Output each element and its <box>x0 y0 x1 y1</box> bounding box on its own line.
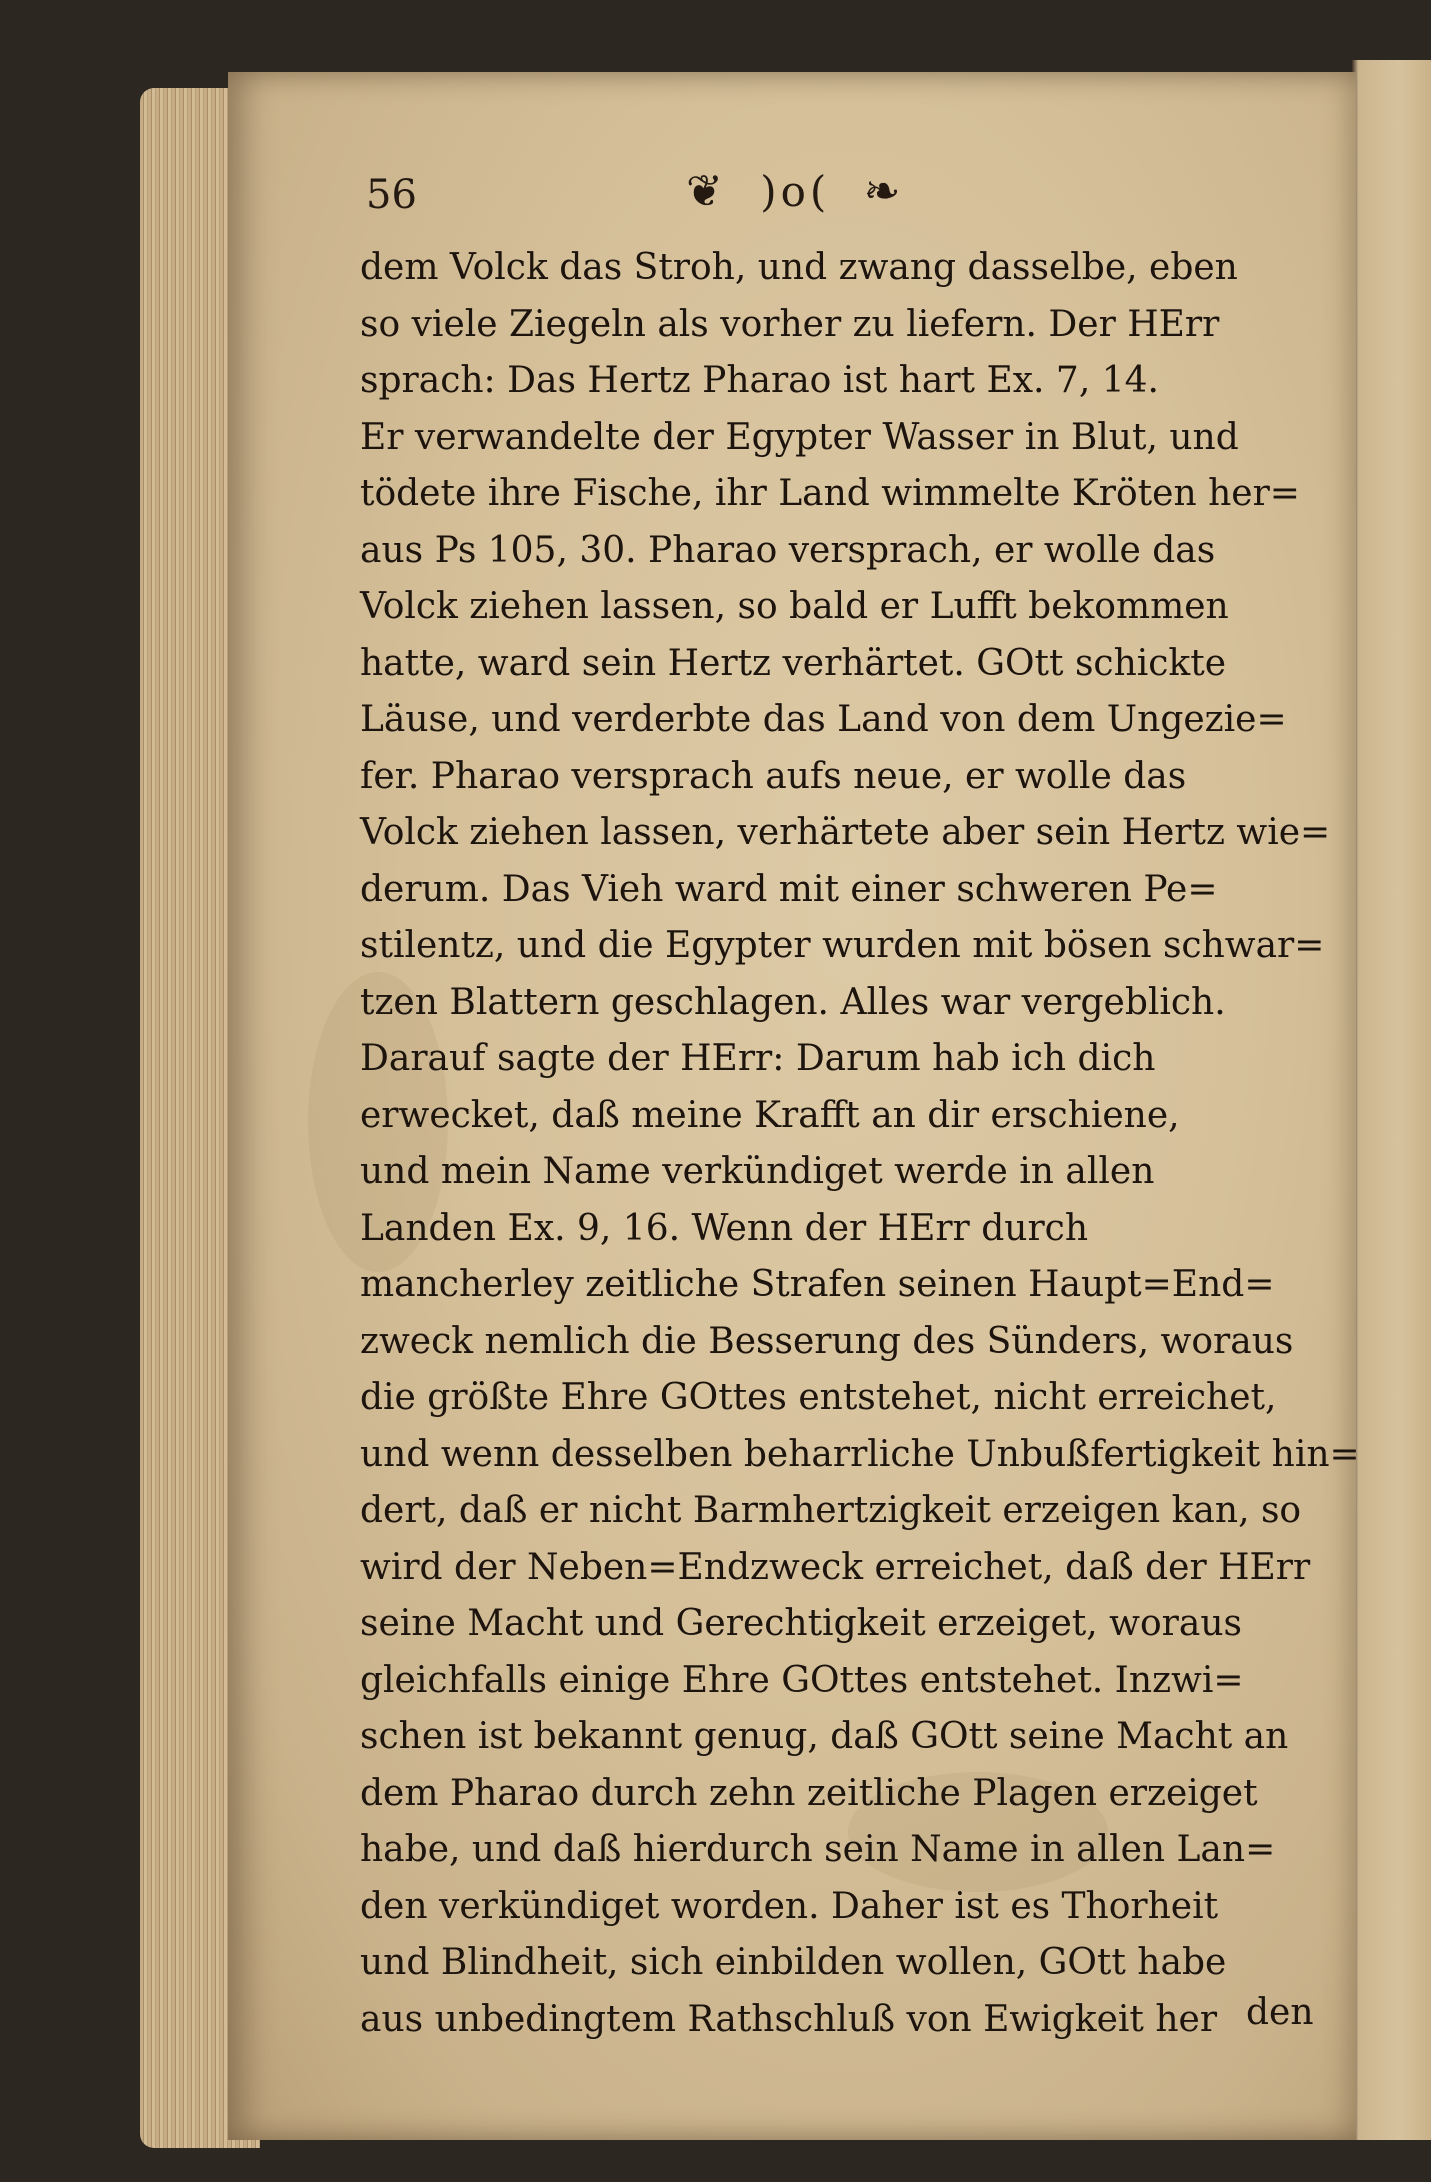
text-line: aus Ps 105, 30. Pharao versprach, er wolle das <box>360 529 1216 571</box>
text-line: dem Pharao durch zehn zeitliche Plagen erzeiget <box>360 1772 1258 1814</box>
text-line: Darauf sagte der HErr: Darum hab ich dich <box>360 1038 1156 1079</box>
header-ornament <box>686 166 905 217</box>
text-line: gleichfalls einige Ehre GOttes entstehet. Inzwi= <box>360 1659 1244 1701</box>
text-line: schen ist bekannt genug, daß GOtt seine Macht an <box>360 1716 1289 1757</box>
text-line: und Blindheit, sich einbilden wollen, GOtt habe <box>360 1942 1227 1983</box>
text-line: Volck ziehen lassen, so bald er Lufft bekommen <box>360 586 1229 627</box>
text-line: stilentz, und die Egypter wurden mit bösen schwar= <box>360 925 1325 966</box>
text-line: und wenn desselben beharrliche Unbußfertigkeit hin= <box>360 1433 1360 1475</box>
text-line: die größte Ehre GOttes entstehet, nicht erreichet, <box>360 1377 1277 1418</box>
text-line: dem Volck das Stroh, und zwang dasselbe, eben <box>360 247 1238 288</box>
ornament-left-icon: ❦ <box>686 166 727 217</box>
text-line: Volck ziehen lassen, verhärtete aber sein Hertz wie= <box>360 812 1331 853</box>
page-number: 56 <box>366 172 417 218</box>
text-line: seine Macht und Gerechtigkeit erzeiget, woraus <box>360 1603 1242 1644</box>
text-line: wird der Neben=Endzweck erreichet, daß der HErr <box>360 1546 1311 1588</box>
next-page-edge <box>1352 60 1431 2140</box>
text-line: aus unbedingtem Rathschluß von Ewigkeit her <box>360 1998 1218 2040</box>
text-line: den verkündiget worden. Daher ist es Thorheit <box>360 1885 1219 1927</box>
text-line: Läuse, und verderbte das Land von dem Ungezie= <box>360 699 1287 740</box>
text-line: mancherley zeitliche Strafen seinen Haupt=End= <box>360 1264 1275 1305</box>
text-line: Landen Ex. 9, 16. Wenn der HErr durch <box>360 1207 1088 1249</box>
ornament-center: )o( <box>760 167 831 216</box>
ornament-right-icon: ❧ <box>863 166 905 217</box>
text-line: und mein Name verkündiget werde in allen <box>360 1151 1155 1192</box>
text-line: Er verwandelte der Egypter Wasser in Blut, und <box>360 416 1239 458</box>
text-line: tödete ihre Fische, ihr Land wimmelte Kröten her= <box>360 473 1300 514</box>
text-line: tzen Blattern geschlagen. Alles war vergeblich. <box>360 981 1226 1023</box>
text-line: zweck nemlich die Besserung des Sünders, woraus <box>360 1320 1294 1362</box>
text-line: hatte, ward sein Hertz verhärtet. GOtt schickte <box>360 642 1227 684</box>
body-text <box>360 240 1360 2048</box>
text-line: dert, daß er nicht Barmhertzigkeit erzeigen kan, so <box>360 1490 1302 1531</box>
text-line: derum. Das Vieh ward mit einer schweren Pe= <box>360 868 1218 910</box>
text-line: fer. Pharao versprach aufs neue, er wolle das <box>360 755 1187 797</box>
book-page <box>228 72 1360 2140</box>
text-line: sprach: Das Hertz Pharao ist hart Ex. 7, 14. <box>360 360 1159 401</box>
text-line: habe, und daß hierdurch sein Name in allen Lan= <box>360 1829 1276 1870</box>
text-line: so viele Ziegeln als vorher zu liefern. Der HErr <box>360 303 1220 345</box>
catchword: den <box>1246 1992 1314 2033</box>
text-line: erwecket, daß meine Krafft an dir erschiene, <box>360 1094 1180 1136</box>
